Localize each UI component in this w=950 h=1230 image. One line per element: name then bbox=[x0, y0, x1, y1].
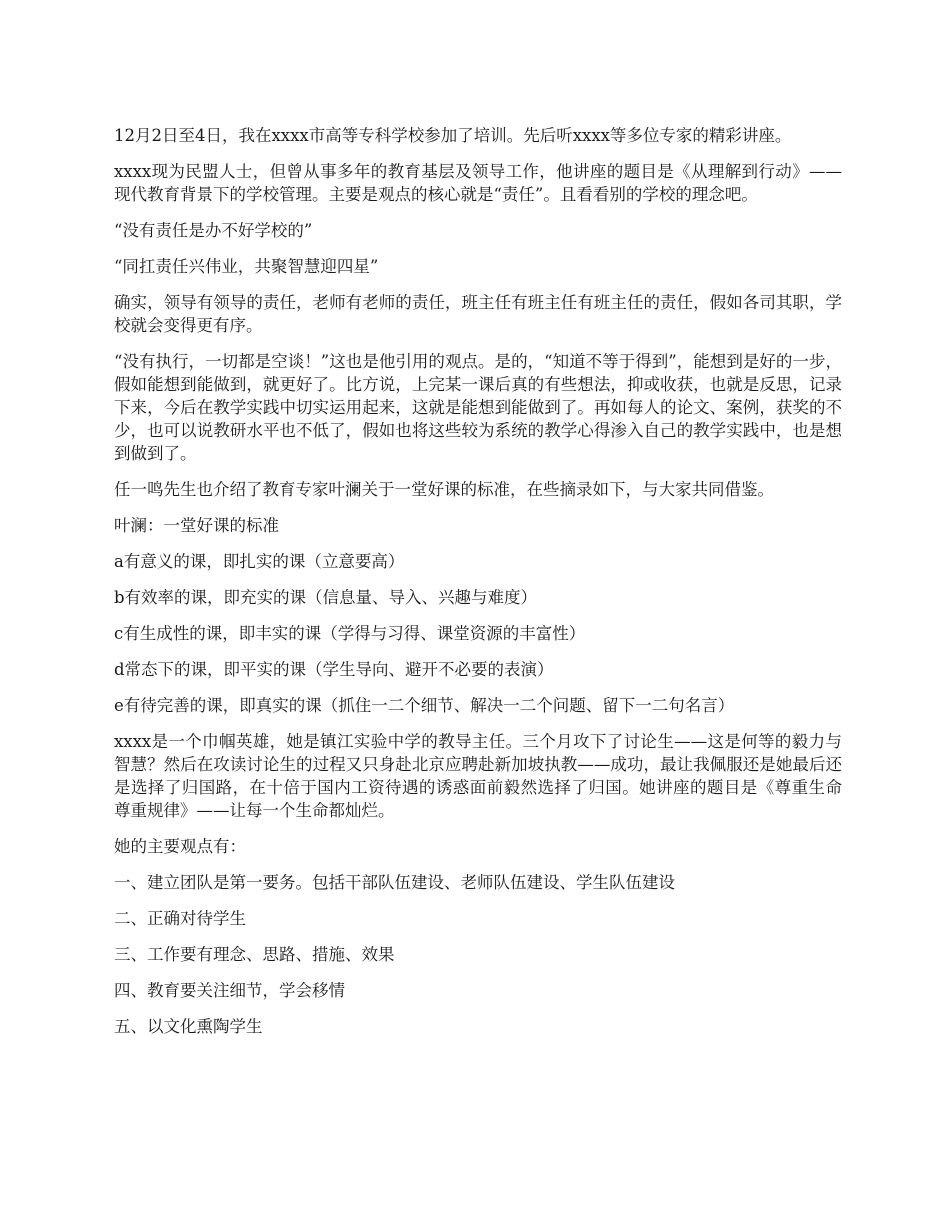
paragraph-good-lesson-intro: 任一鸣先生也介绍了教育专家叶澜关于一堂好课的标准，在些摘录如下，与大家共同借鉴。 bbox=[114, 480, 774, 499]
document-body bbox=[114, 124, 842, 1051]
list-item-standard-a: a有意义的课，即扎实的课（立意要高） bbox=[114, 552, 405, 571]
list-item-standard-e: e有待完善的课，即真实的课（抓住一二个细节、解决一二个问题、留下一二句名言） bbox=[114, 696, 735, 715]
paragraph-training-intro: 12月2日至4日，我在xxxx市高等专科学校参加了培训。先后听xxxx等多位专家的精彩讲座。 bbox=[114, 126, 792, 145]
paragraph-speaker-two: xxxx是一个巾帼英雄，她是镇江实验中学的教导主任。三个月攻下了讨论生——这是何等的毅力与智慧？然后在攻读讨论生的过程又只身赴北京应聘赴新加坡执教——成功，最让我佩服还是她最后还是选择了归国路，在十倍于国内工资待遇的诱惑面前毅然选择了归国。她讲座的题目是《尊重生命 尊重规律》——让每一个生命都灿烂。 bbox=[114, 732, 842, 820]
list-item-point-two: 二、正确对待学生 bbox=[114, 909, 246, 928]
list-item-point-five: 五、以文化熏陶学生 bbox=[114, 1017, 263, 1036]
paragraph-speaker-one: xxxx现为民盟人士，但曾从事多年的教育基层及领导工作，他讲座的题目是《从理解到行动》——现代教育背景下的学校管理。主要是观点的核心就是“责任”。且看看别的学校的理念吧。 bbox=[114, 162, 842, 204]
paragraph-quote-slogan: “同扛责任兴伟业，共聚智慧迎四星” bbox=[114, 257, 379, 276]
paragraph-quote-responsibility: “没有责任是办不好学校的” bbox=[114, 221, 313, 240]
list-item-point-four: 四、教育要关注细节，学会移情 bbox=[114, 981, 345, 1000]
list-item-standard-c: c有生成性的课，即丰实的课（学得与习得、课堂资源的丰富性） bbox=[114, 624, 586, 643]
paragraph-duties: 确实，领导有领导的责任，老师有老师的责任，班主任有班主任有班主任的责任，假如各司其职，学校就会变得更有序。 bbox=[114, 293, 842, 335]
paragraph-main-points-heading: 她的主要观点有： bbox=[114, 837, 246, 856]
list-item-standard-b: b有效率的课，即充实的课（信息量、导入、兴趣与难度） bbox=[114, 588, 538, 607]
list-item-standard-d: d常态下的课，即平实的课（学生导向、避开不必要的表演） bbox=[114, 660, 554, 679]
list-item-point-three: 三、工作要有理念、思路、措施、效果 bbox=[114, 945, 395, 964]
list-item-point-one: 一、建立团队是第一要务。包括干部队伍建设、老师队伍建设、学生队伍建设 bbox=[114, 873, 675, 892]
paragraph-execution: “没有执行，一切都是空谈！”这也是他引用的观点。是的，“知道不等于得到”，能想到是好的一步，假如能想到能做到，就更好了。比方说，上完某一课后真的有些想法，抑或收获，也就是反思，记录下来，今后在教学实践中切实运用起来，这就是能想到能做到了。再如每人的论文、案例，获奖的不少，也可以说教研水平也不低了，假如也将这些较为系统的教学心得渗入自己的教学实践中，也是想到做到了。 bbox=[114, 352, 842, 463]
paragraph-standard-heading: 叶澜：一堂好课的标准 bbox=[114, 516, 279, 535]
